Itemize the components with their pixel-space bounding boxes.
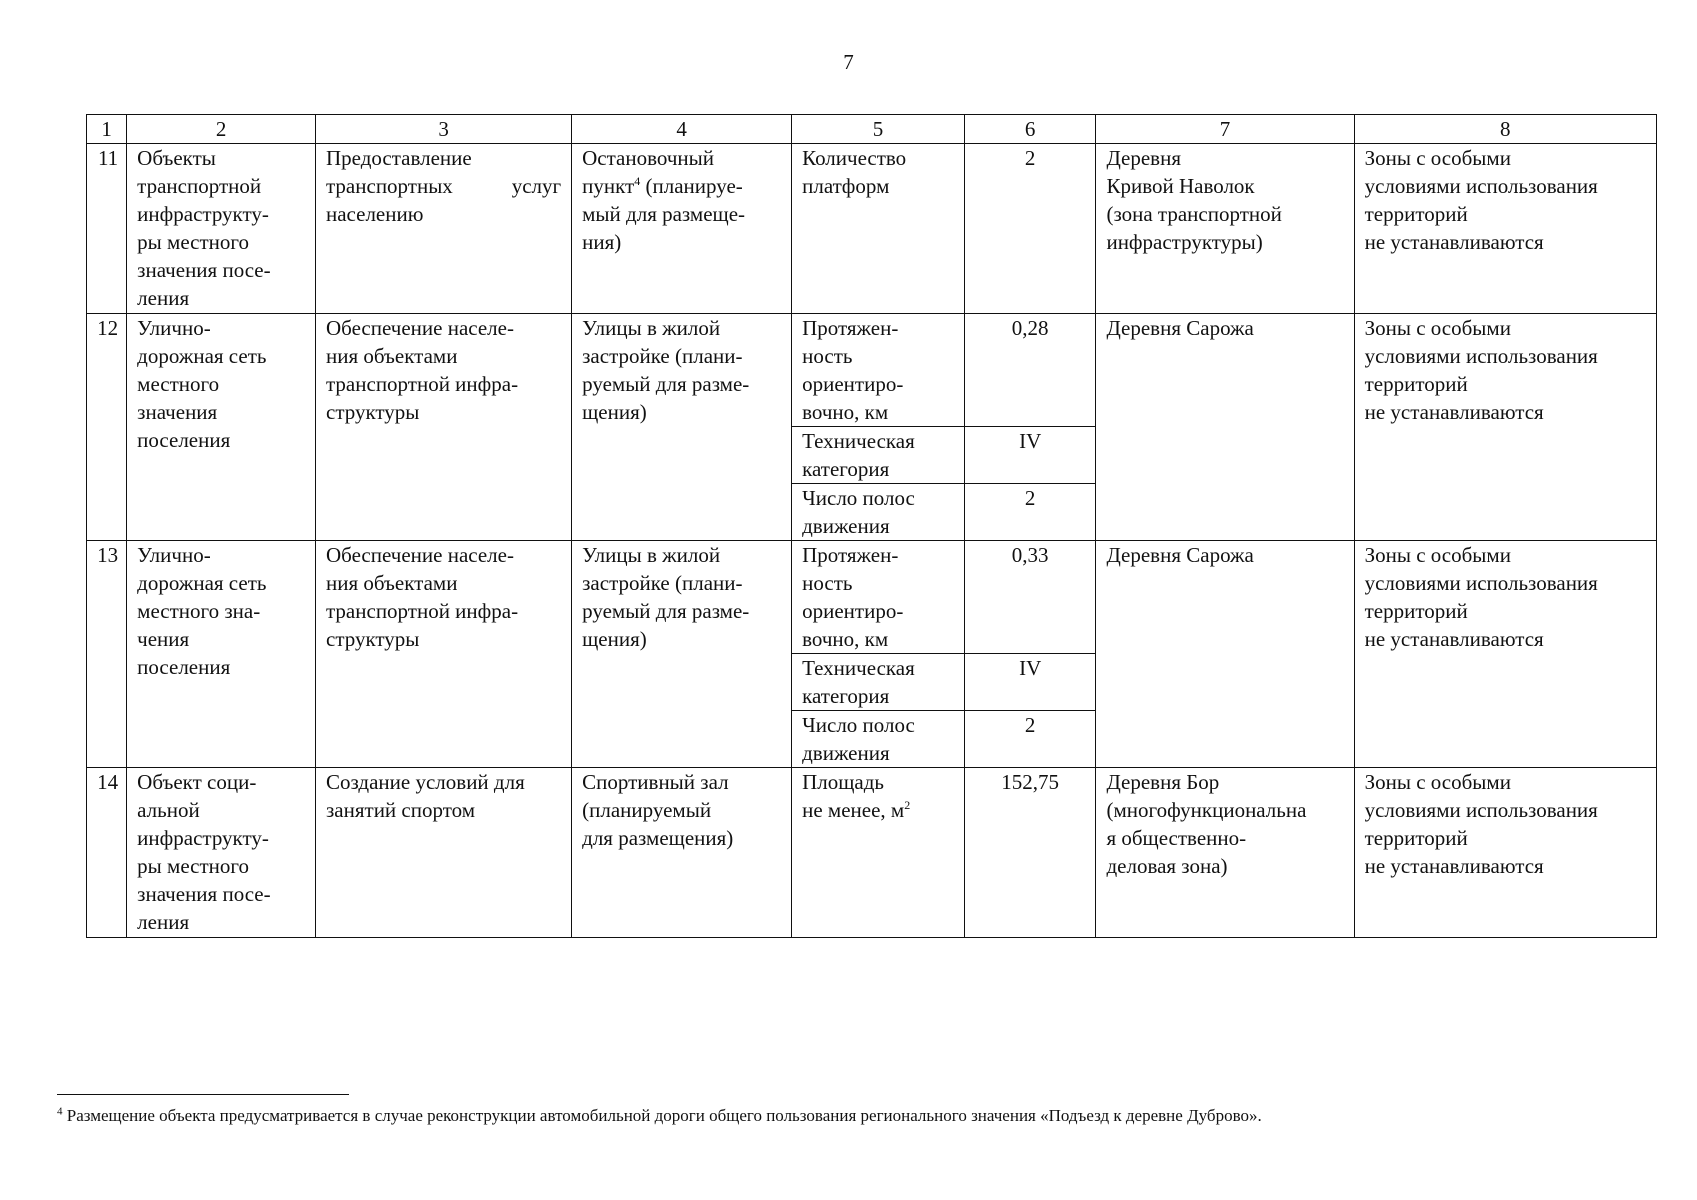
column-header: 4 xyxy=(572,115,792,144)
table-row xyxy=(87,768,1657,938)
characteristic-cell xyxy=(792,314,965,427)
cell-line: застройке (плани- xyxy=(582,344,743,368)
unit-superscript: 2 xyxy=(904,798,911,812)
cell-line: территорий xyxy=(1364,826,1468,850)
location-cell xyxy=(1096,314,1354,541)
cell-line: инфраструктуры) xyxy=(1106,230,1263,254)
value-cell: 2 xyxy=(964,484,1096,541)
characteristic-cell xyxy=(792,711,965,768)
column-header: 8 xyxy=(1354,115,1656,144)
cell-line: Протяжен- xyxy=(802,316,899,340)
cell-line: не устанавливаются xyxy=(1364,627,1544,651)
cell-line: Предоставление xyxy=(326,146,472,170)
footnote-separator xyxy=(57,1094,349,1095)
cell-line: Протяжен- xyxy=(802,543,899,567)
cell-line: поселения xyxy=(137,428,231,452)
characteristic-cell xyxy=(792,768,965,938)
cell-line: территорий xyxy=(1364,202,1468,226)
object-cell xyxy=(127,768,316,938)
name-cell xyxy=(572,541,792,768)
cell-line: движения xyxy=(802,741,890,765)
cell-line xyxy=(582,172,781,200)
cell-line: Объект соци- xyxy=(137,770,257,794)
column-header: 3 xyxy=(316,115,572,144)
cell-line: значения посе- xyxy=(137,882,271,906)
column-header: 5 xyxy=(792,115,965,144)
cell-line: территорий xyxy=(1364,599,1468,623)
cell-line: дорожная сеть xyxy=(137,344,267,368)
cell-line: Число полос xyxy=(802,486,915,510)
characteristic-cell xyxy=(792,427,965,484)
value-cell: 2 xyxy=(964,711,1096,768)
cell-line: ность xyxy=(802,571,853,595)
cell-line: поселения xyxy=(137,655,231,679)
cell-line: ориентиро- xyxy=(802,372,904,396)
cell-line: платформ xyxy=(802,174,890,198)
table-row xyxy=(87,541,1657,654)
column-header: 6 xyxy=(964,115,1096,144)
value-cell: IV xyxy=(964,654,1096,711)
cell-line: транспортной инфра- xyxy=(326,372,519,396)
location-cell xyxy=(1096,768,1354,938)
cell-line: условиями использования xyxy=(1364,798,1598,822)
value-cell: IV xyxy=(964,427,1096,484)
cell-line: мый для размеще- xyxy=(582,202,746,226)
cell-text: пункт xyxy=(582,174,635,198)
cell-line: местного xyxy=(137,372,220,396)
object-cell xyxy=(127,144,316,314)
cell-line: структуры xyxy=(326,627,420,651)
object-cell xyxy=(127,314,316,541)
zones-cell xyxy=(1354,541,1656,768)
value-cell: 152,75 xyxy=(964,768,1096,938)
cell-line: населению xyxy=(326,202,424,226)
cell-line: я общественно- xyxy=(1106,826,1247,850)
cell-line: руемый для разме- xyxy=(582,599,750,623)
cell-line: Улицы в жилой xyxy=(582,316,721,340)
table-header-row xyxy=(87,115,1657,144)
location-cell xyxy=(1096,541,1354,768)
cell-line: Зоны с особыми xyxy=(1364,770,1511,794)
cell-line: транспортной инфра- xyxy=(326,599,519,623)
cell-line: руемый для разме- xyxy=(582,372,750,396)
cell-line: инфраструкту- xyxy=(137,202,269,226)
cell-line: (многофункциональна xyxy=(1106,798,1307,822)
cell-line: Зоны с особыми xyxy=(1364,543,1511,567)
cell-line: значения посе- xyxy=(137,258,271,282)
cell-line: ния объектами xyxy=(326,571,458,595)
zones-cell xyxy=(1354,768,1656,938)
characteristic-cell xyxy=(792,484,965,541)
row-number: 13 xyxy=(87,541,127,768)
cell-line: ры местного xyxy=(137,854,249,878)
row-number: 14 xyxy=(87,768,127,938)
column-header: 1 xyxy=(87,115,127,144)
cell-line: Улично- xyxy=(137,316,211,340)
cell-line: ления xyxy=(137,910,190,934)
cell-line: для размещения) xyxy=(582,826,734,850)
footnote xyxy=(57,1106,1262,1126)
cell-line: (зона транспортной xyxy=(1106,202,1282,226)
cell-line: Площадь xyxy=(802,770,885,794)
object-cell xyxy=(127,541,316,768)
cell-line: деловая зона) xyxy=(1106,854,1228,878)
cell-line: дорожная сеть xyxy=(137,571,267,595)
cell-line: застройке (плани- xyxy=(582,571,743,595)
purpose-cell xyxy=(316,144,572,314)
characteristic-cell xyxy=(792,541,965,654)
cell-line: инфраструкту- xyxy=(137,826,269,850)
cell-line: Деревня xyxy=(1106,146,1181,170)
row-number: 12 xyxy=(87,314,127,541)
cell-line: Остановочный xyxy=(582,146,714,170)
cell-line: Улицы в жилой xyxy=(582,543,721,567)
name-cell xyxy=(572,314,792,541)
cell-line: альной xyxy=(137,798,200,822)
cell-line: чения xyxy=(137,627,190,651)
cell-line: Обеспечение населе- xyxy=(326,316,514,340)
cell-line: условиями использования xyxy=(1364,344,1598,368)
zones-cell xyxy=(1354,144,1656,314)
name-cell xyxy=(572,768,792,938)
cell-line: не устанавливаются xyxy=(1364,854,1544,878)
cell-line: Деревня Бор xyxy=(1106,770,1220,794)
cell-line: Деревня Сарожа xyxy=(1106,316,1254,340)
objects-table xyxy=(86,114,1657,938)
purpose-cell xyxy=(316,768,572,938)
cell-line: ния объектами xyxy=(326,344,458,368)
cell-line: Техническая xyxy=(802,429,915,453)
cell-line: значения xyxy=(137,400,218,424)
cell-line: территорий xyxy=(1364,372,1468,396)
cell-line: структуры xyxy=(326,400,420,424)
cell-line: транспортной xyxy=(137,174,262,198)
cell-line: категория xyxy=(802,684,890,708)
cell-line: категория xyxy=(802,457,890,481)
column-header: 7 xyxy=(1096,115,1354,144)
name-cell xyxy=(572,144,792,314)
cell-line: не устанавливаются xyxy=(1364,400,1544,424)
cell-line: ления xyxy=(137,286,190,310)
purpose-cell xyxy=(316,314,572,541)
cell-text: не менее, м xyxy=(802,798,905,822)
footnote-ref: 4 xyxy=(634,174,641,188)
cell-line: Обеспечение населе- xyxy=(326,543,514,567)
cell-line: вочно, км xyxy=(802,627,889,651)
cell-line: Улично- xyxy=(137,543,211,567)
cell-line: движения xyxy=(802,514,890,538)
cell-line: не устанавливаются xyxy=(1364,230,1544,254)
cell-line: условиями использования xyxy=(1364,571,1598,595)
column-header: 2 xyxy=(127,115,316,144)
page-number: 7 xyxy=(843,50,854,74)
cell-line: ность xyxy=(802,344,853,368)
cell-line: транспортных услуг xyxy=(326,174,562,198)
cell-line: щения) xyxy=(582,400,647,424)
value-cell: 2 xyxy=(964,144,1096,314)
characteristic-cell xyxy=(792,144,965,314)
table-row xyxy=(87,314,1657,427)
location-cell xyxy=(1096,144,1354,314)
cell-line: Создание условий для xyxy=(326,770,525,794)
footnote-marker: 4 xyxy=(57,1105,63,1118)
cell-line: ориентиро- xyxy=(802,599,904,623)
cell-line: Зоны с особыми xyxy=(1364,146,1511,170)
zones-cell xyxy=(1354,314,1656,541)
footnote-text: Размещение объекта предусматривается в случае реконструкции автомобильной дороги общего пользования регионального значения «Подъезд к деревне Дуброво». xyxy=(62,1106,1262,1125)
cell-line: ния) xyxy=(582,230,622,254)
cell-line: Зоны с особыми xyxy=(1364,316,1511,340)
cell-line: Объекты xyxy=(137,146,216,170)
value-cell: 0,28 xyxy=(964,314,1096,427)
cell-line: занятий спортом xyxy=(326,798,475,822)
cell-line: условиями использования xyxy=(1364,174,1598,198)
cell-line: вочно, км xyxy=(802,400,889,424)
cell-line: Число полос xyxy=(802,713,915,737)
cell-line: ры местного xyxy=(137,230,249,254)
cell-line: местного зна- xyxy=(137,599,261,623)
purpose-cell xyxy=(316,541,572,768)
cell-line: Количество xyxy=(802,146,907,170)
cell-line: (планируемый xyxy=(582,798,712,822)
cell-line: Техническая xyxy=(802,656,915,680)
value-cell: 0,33 xyxy=(964,541,1096,654)
characteristic-cell xyxy=(792,654,965,711)
cell-text: (планируе- xyxy=(640,174,743,198)
cell-line: Деревня Сарожа xyxy=(1106,543,1254,567)
cell-line: Спортивный зал xyxy=(582,770,729,794)
cell-line: Кривой Наволок xyxy=(1106,174,1255,198)
row-number: 11 xyxy=(87,144,127,314)
table-row xyxy=(87,144,1657,314)
cell-line: щения) xyxy=(582,627,647,651)
cell-line xyxy=(802,796,954,824)
